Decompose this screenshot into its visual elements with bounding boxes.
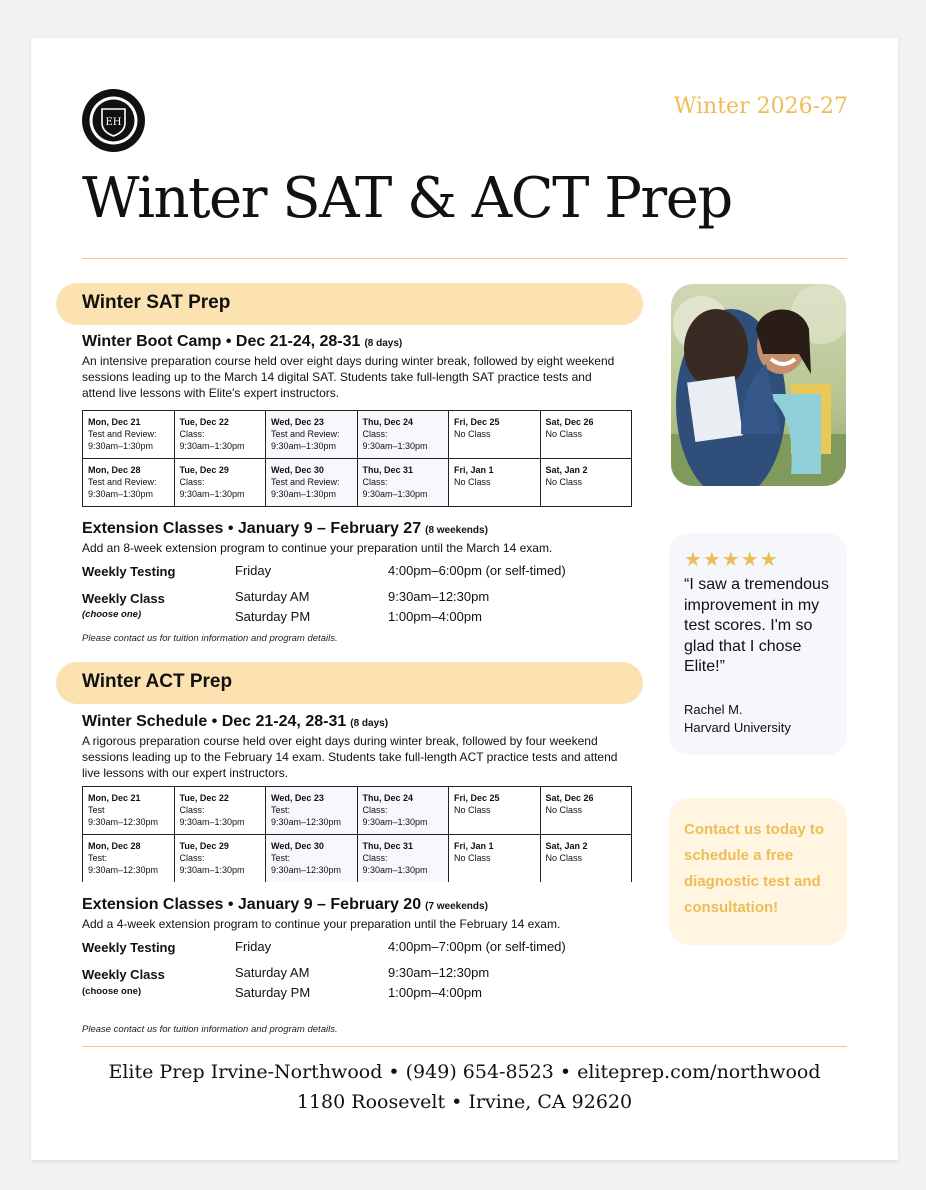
schedule-time: 9:30am–12:30pm: [88, 817, 159, 827]
sat-contact-note: Please contact us for tuition information and program details.: [82, 633, 338, 644]
schedule-label: Class:: [362, 429, 388, 439]
schedule-label: No Class: [454, 477, 491, 487]
sat-class-time-pm: 1:00pm–4:00pm: [388, 609, 482, 624]
schedule-time: 9:30am–12:30pm: [88, 865, 159, 875]
act-schedule-cell: [83, 835, 175, 883]
act-schedule-cell: [266, 787, 358, 835]
schedule-day: Tue, Dec 22: [179, 793, 229, 803]
act-schedule-cell: [174, 787, 266, 835]
footer-divider: [82, 1046, 847, 1047]
sat-weekly-testing-time: 4:00pm–6:00pm (or self-timed): [388, 563, 566, 578]
sat-schedule-row: [83, 411, 632, 459]
schedule-label: Class:: [362, 805, 388, 815]
sat-schedule-cell: [266, 459, 358, 507]
act-schedule-days: (8 days): [350, 718, 389, 729]
schedule-day: Tue, Dec 29: [179, 841, 229, 851]
schedule-day: Wed, Dec 23: [271, 793, 324, 803]
shield-logo-icon: [82, 89, 145, 152]
schedule-day: Sat, Dec 26: [545, 793, 594, 803]
act-schedule-row: [83, 835, 632, 883]
schedule-time: 9:30am–1:30pm: [362, 865, 428, 875]
sat-extension-title-text: Extension Classes • January 9 – February 27: [82, 520, 422, 537]
act-class-time-am: 9:30am–12:30pm: [388, 965, 490, 980]
contact-cta-card[interactable]: [669, 798, 847, 945]
act-schedule-title: [82, 713, 388, 731]
schedule-label: Test: [88, 805, 105, 815]
schedule-time: 9:30am–12:30pm: [271, 817, 342, 827]
schedule-label: Test:: [271, 853, 291, 863]
testimonial-card: [669, 533, 847, 755]
sat-bootcamp-description: An intensive preparation course held over eight days during winter break, followed by eight weekend sessions leading up to the March 14 digital SAT. Students take full-length SAT practice tests and attend live lessons with Elite's expert instructors.: [82, 354, 615, 400]
schedule-time: 9:30am–1:30pm: [88, 441, 154, 451]
schedule-day: Fri, Dec 25: [454, 793, 500, 803]
schedule-label: No Class: [545, 805, 583, 815]
act-schedule-cell: [540, 835, 632, 883]
schedule-day: Sat, Jan 2: [545, 841, 588, 851]
act-class-day-am: Saturday AM: [235, 965, 310, 980]
schedule-label: Test:: [271, 805, 291, 815]
act-schedule-cell: [83, 787, 175, 835]
schedule-day: Thu, Dec 31: [362, 465, 414, 475]
act-extension-description: Add a 4-week extension program to continue your preparation until the February 14 exam.: [82, 917, 561, 931]
sat-class-day-am: Saturday AM: [235, 589, 310, 604]
act-class-day-pm: Saturday PM: [235, 985, 311, 1000]
schedule-label: Test and Review:: [271, 477, 340, 487]
testimonial-name: Rachel M.: [684, 702, 743, 717]
act-extension-title-text: Extension Classes • January 9 – February 20: [82, 896, 422, 913]
schedule-day: Wed, Dec 30: [271, 841, 324, 851]
act-extension-weekends: (7 weekends): [425, 901, 488, 912]
sat-schedule-cell: [83, 459, 175, 507]
act-weekly-class-label: Weekly Class: [82, 967, 165, 982]
schedule-day: Wed, Dec 23: [271, 417, 324, 427]
footer-contact-line: Elite Prep Irvine-Northwood • (949) 654-8523 • eliteprep.com/northwood: [108, 1061, 821, 1083]
schedule-day: Sat, Jan 2: [545, 465, 588, 475]
sat-heading-text: Winter SAT Prep: [82, 292, 231, 313]
schedule-time: 9:30am–1:30pm: [179, 441, 245, 451]
schedule-time: 9:30am–1:30pm: [179, 817, 245, 827]
schedule-day: Thu, Dec 24: [362, 793, 414, 803]
schedule-time: 9:30am–1:30pm: [362, 817, 428, 827]
act-schedule-cell: [357, 787, 449, 835]
testimonial-quote: “I saw a tremendous improvement in my test scores. I'm so glad that I chose Elite!”: [684, 576, 829, 675]
students-hugging-photo: [671, 284, 846, 486]
act-heading-text: Winter ACT Prep: [82, 671, 233, 692]
sat-schedule-cell: [357, 459, 449, 507]
sat-weekly-testing-day: Friday: [235, 563, 272, 578]
schedule-label: No Class: [454, 805, 491, 815]
schedule-day: Tue, Dec 22: [179, 417, 229, 427]
sat-schedule-table: [82, 410, 632, 507]
act-schedule-cell: [357, 835, 449, 883]
schedule-label: No Class: [545, 429, 583, 439]
five-star-rating-icon: ★★★★★: [684, 547, 779, 571]
schedule-time: 9:30am–1:30pm: [362, 441, 428, 451]
sat-schedule-cell: [449, 459, 541, 507]
schedule-day: Sat, Dec 26: [545, 417, 594, 427]
logo-text: EH: [105, 117, 122, 128]
schedule-day: Tue, Dec 29: [179, 465, 229, 475]
schedule-label: No Class: [545, 477, 583, 487]
schedule-time: 9:30am–1:30pm: [179, 489, 245, 499]
sat-weekly-class-sub: (choose one): [82, 609, 142, 620]
schedule-time: 9:30am–1:30pm: [179, 865, 245, 875]
sat-weekly-class-label: Weekly Class: [82, 591, 165, 606]
schedule-time: 9:30am–1:30pm: [271, 489, 337, 499]
schedule-label: Class:: [179, 853, 205, 863]
contact-cta-text: Contact us today to schedule a free diagnostic test and consultation!: [684, 821, 825, 916]
schedule-day: Mon, Dec 28: [88, 465, 141, 475]
students-photo-illustration: [671, 284, 846, 486]
schedule-day: Mon, Dec 21: [88, 417, 141, 427]
act-schedule-table: [82, 786, 632, 882]
sat-schedule-cell: [357, 411, 449, 459]
schedule-day: Mon, Dec 21: [88, 793, 141, 803]
schedule-label: Test and Review:: [88, 477, 157, 487]
act-schedule-cell: [174, 835, 266, 883]
schedule-label: Class:: [179, 429, 205, 439]
schedule-label: Class:: [362, 477, 388, 487]
act-weekly-testing-day: Friday: [235, 939, 272, 954]
sat-weekly-testing-label: Weekly Testing: [82, 564, 176, 579]
schedule-label: No Class: [545, 853, 583, 863]
sat-section-heading: [56, 283, 643, 325]
season-label: Winter 2026-27: [673, 94, 848, 119]
sat-schedule-cell: [174, 459, 266, 507]
act-weekly-class-sub: (choose one): [82, 986, 142, 997]
sat-schedule-cell: [83, 411, 175, 459]
act-schedule-title-text: Winter Schedule • Dec 21-24, 28-31: [82, 713, 347, 730]
act-section-heading: [56, 662, 643, 704]
schedule-label: No Class: [454, 853, 491, 863]
schedule-label: Class:: [179, 805, 205, 815]
schedule-label: Test and Review:: [88, 429, 157, 439]
sat-schedule-cell: [540, 459, 632, 507]
sat-schedule-cell: [174, 411, 266, 459]
sat-schedule-cell: [540, 411, 632, 459]
header-divider: [82, 258, 847, 259]
schedule-label: Class:: [179, 477, 205, 487]
sat-extension-title: [82, 520, 488, 538]
sat-bootcamp-days: (8 days): [364, 338, 403, 349]
act-schedule-cell: [449, 835, 541, 883]
schedule-day: Fri, Jan 1: [454, 841, 494, 851]
act-weekly-testing-time: 4:00pm–7:00pm (or self-timed): [388, 939, 566, 954]
sat-extension-description: Add an 8-week extension program to continue your preparation until the March 14 exam.: [82, 541, 553, 555]
schedule-day: Thu, Dec 31: [362, 841, 414, 851]
act-weekly-testing-label: Weekly Testing: [82, 940, 176, 955]
schedule-time: 9:30am–1:30pm: [362, 489, 428, 499]
act-schedule-description: A rigorous preparation course held over eight days during winter break, followed by four weekend sessions leading up to the February 14 exam. Students take full-length ACT practice tests and attend live lessons with our expert instructors.: [82, 734, 618, 780]
sat-schedule-row: [83, 459, 632, 507]
act-schedule-cell: [449, 787, 541, 835]
act-schedule-row: [83, 787, 632, 835]
schedule-label: Test:: [88, 853, 108, 863]
schedule-label: No Class: [454, 429, 491, 439]
sat-schedule-cell: [449, 411, 541, 459]
schedule-day: Fri, Dec 25: [454, 417, 500, 427]
sat-schedule-cell: [266, 411, 358, 459]
act-schedule-cell: [266, 835, 358, 883]
act-class-time-pm: 1:00pm–4:00pm: [388, 985, 482, 1000]
act-extension-title: [82, 896, 488, 914]
testimonial-school: Harvard University: [684, 720, 791, 735]
schedule-day: Wed, Dec 30: [271, 465, 324, 475]
schedule-day: Mon, Dec 28: [88, 841, 141, 851]
schedule-day: Thu, Dec 24: [362, 417, 414, 427]
footer-address-line: 1180 Roosevelt • Irvine, CA 92620: [296, 1091, 633, 1113]
act-schedule-cell: [540, 787, 632, 835]
sat-class-time-am: 9:30am–12:30pm: [388, 589, 490, 604]
schedule-label: Test and Review:: [271, 429, 340, 439]
sat-bootcamp-title-text: Winter Boot Camp • Dec 21-24, 28-31: [82, 333, 361, 350]
sat-extension-weekends: (8 weekends): [425, 525, 488, 536]
schedule-time: 9:30am–1:30pm: [88, 489, 154, 499]
schedule-time: 9:30am–1:30pm: [271, 441, 337, 451]
schedule-label: Class:: [362, 853, 388, 863]
sat-class-day-pm: Saturday PM: [235, 609, 311, 624]
act-contact-note: Please contact us for tuition information and program details.: [82, 1024, 338, 1035]
page-title: Winter SAT & ACT Prep: [82, 166, 732, 231]
schedule-day: Fri, Jan 1: [454, 465, 494, 475]
sat-bootcamp-title: [82, 333, 402, 351]
schedule-time: 9:30am–12:30pm: [271, 865, 342, 875]
